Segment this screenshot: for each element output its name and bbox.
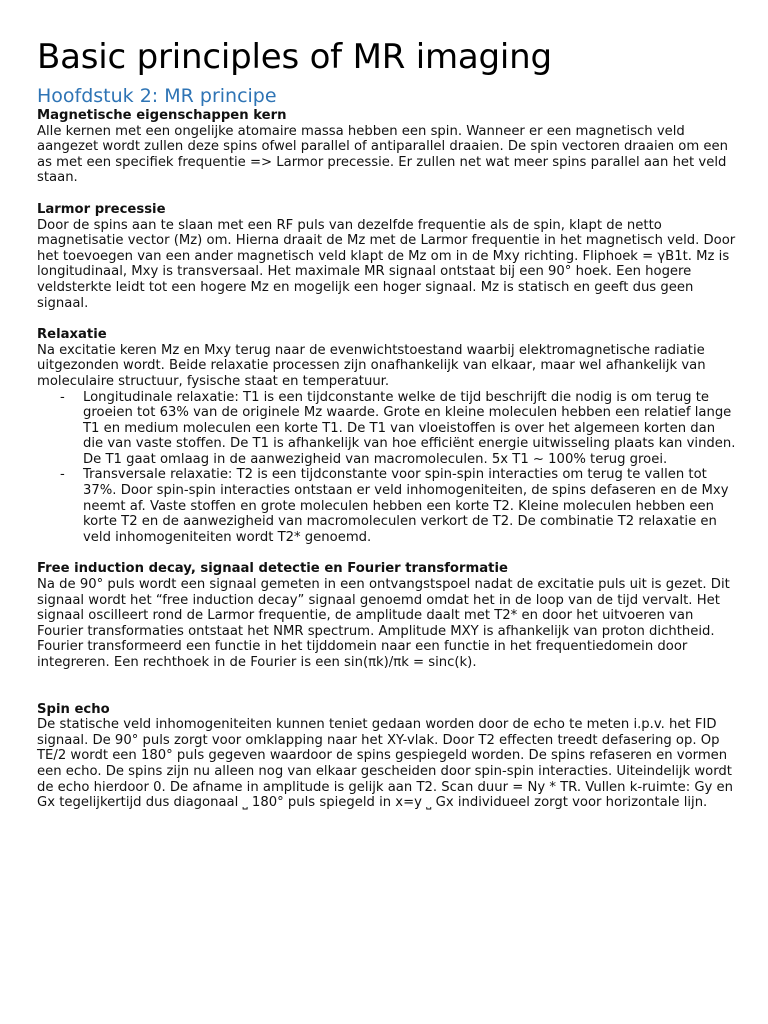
chapter-heading: Hoofdstuk 2: MR principe [37,85,277,107]
section-paragraph: Na de 90° puls wordt een signaal gemeten in een ontvangstspoel nadat de excitatie puls uit is gezet. Dit signaal wordt het “free induction decay” signaal genoemd omdat het in de loop van de tijd vervalt. Het signaal oscilleert rond de Larmor frequentie, de amplitude daalt met T2* en door het uitvoeren van Fourier transformaties ontstaat het NMR spectrum. Amplitude MXY is afhankelijk van proton dichtheid. Fourier transformeerd een functie in het tijddomein naar een functie in het frequentiedomein door integreren. Een rechthoek in de Fourier is een sin(πk)/πk = sinc(k). [37,577,730,670]
section-paragraph: Alle kernen met een ongelijke atomaire massa hebben een spin. Wanneer er een magnetisch veld aangezet wordt zullen deze spins ofwel parallel of antiparallel draaien. De spin vectoren draaien om een as met een specifiek frequentie => Larmor precessie. Er zullen net wat meer spins parallel aan het veld staan. [37,123,728,186]
section-heading: Spin echo [37,701,110,717]
section-relaxation [37,327,738,545]
section-heading: Free induction decay, signaal detectie en Fourier transformatie [37,561,508,577]
section-fid [37,561,738,670]
section-larmor [37,202,738,311]
section-heading: Relaxatie [37,327,107,343]
document-title: Basic principles of MR imaging [37,37,552,77]
section-magnetic [37,108,738,186]
list-item: - Longitudinale relaxatie: T1 is een tijdconstante welke de tijd beschrijft die nodig is om terug te groeien tot 63% van de originele Mz waarde. Grote en kleine moleculen hebben een relatief lange T1 en medium moleculen een korte T1. De T1 van vloeistoffen is over het algemeen korten dan die van vaste stoffen. De T1 is afhankelijk van hoe efficiënt energie uitwisseling plaats kan vinden. De T1 gaat omlaag in de aanwezigheid van macromoleculen. 5x T1 ~ 100% terug groei. [83,390,738,468]
list-item: - Transversale relaxatie: T2 is een tijdconstante voor spin-spin interacties om terug te vallen tot 37%. Door spin-spin interacties ontstaan er veld inhomogeniteiten, de spins defaseren en de Mxy neemt af. Vaste stoffen en grote moleculen hebben een korte T2. Kleine moleculen hebben een korte T2 en de aanwezigheid van macromoleculen verkort de T2. De combinatie T2 relaxatie en veld inhomogeniteiten wordt T2* genoemd. [83,467,738,545]
section-heading: Larmor precessie [37,201,166,217]
section-paragraph: Na excitatie keren Mz en Mxy terug naar de evenwichtstoestand waarbij elektromagnetische radiatie uitgezonden wordt. Beide relaxatie processen zijn onafhankelijk van elkaar, maar wel afhankelijk van moleculaire structuur, fysische staat en temperatuur. [37,342,706,389]
section-heading: Magnetische eigenschappen kern [37,108,287,123]
relaxation-list [37,390,738,546]
section-paragraph: Door de spins aan te slaan met een RF puls van dezelfde frequentie als de spin, klapt de netto magnetisatie vector (Mz) om. Hierna draait de Mz met de Larmor frequentie in het magnetisch veld. Door het toevoegen van een ander magnetisch veld klapt de Mz om in de Mxy richting. Fliphoek = γB1t. Mz is longitudinaal, Mxy is transversaal. Het maximale MR signaal ontstaat bij een 90° hoek. Een hogere veldsterkte leidt tot een hogere Mz en mogelijk een hoger signaal. Mz is statisch en geeft dus geen signaal. [37,217,736,311]
section-spin-echo [37,702,738,811]
section-paragraph: De statische veld inhomogeniteiten kunnen teniet gedaan worden door de echo te meten i.p.v. het FID signaal. De 90° puls zorgt voor omklapping naar het XY-vlak. Door T2 effecten treedt defasering op. Op TE/2 wordt een 180° puls gegeven waardoor de spins gespiegeld worden. De spins refaseren en vormen een echo. De spins zijn nu alleen nog van elkaar gescheiden door spin-spin interacties. Uiteindelijk wordt de echo hierdoor 0. De afname in amplitude is gelijk aan T2. Scan duur = Ny * TR. Vullen k-ruimte: Gy en Gx tegelijkertijd dus diagonaal ⎵ 180° puls spiegeld in x=y ⎵ Gx individueel zorgt voor horizontale lijn. [37,717,734,811]
